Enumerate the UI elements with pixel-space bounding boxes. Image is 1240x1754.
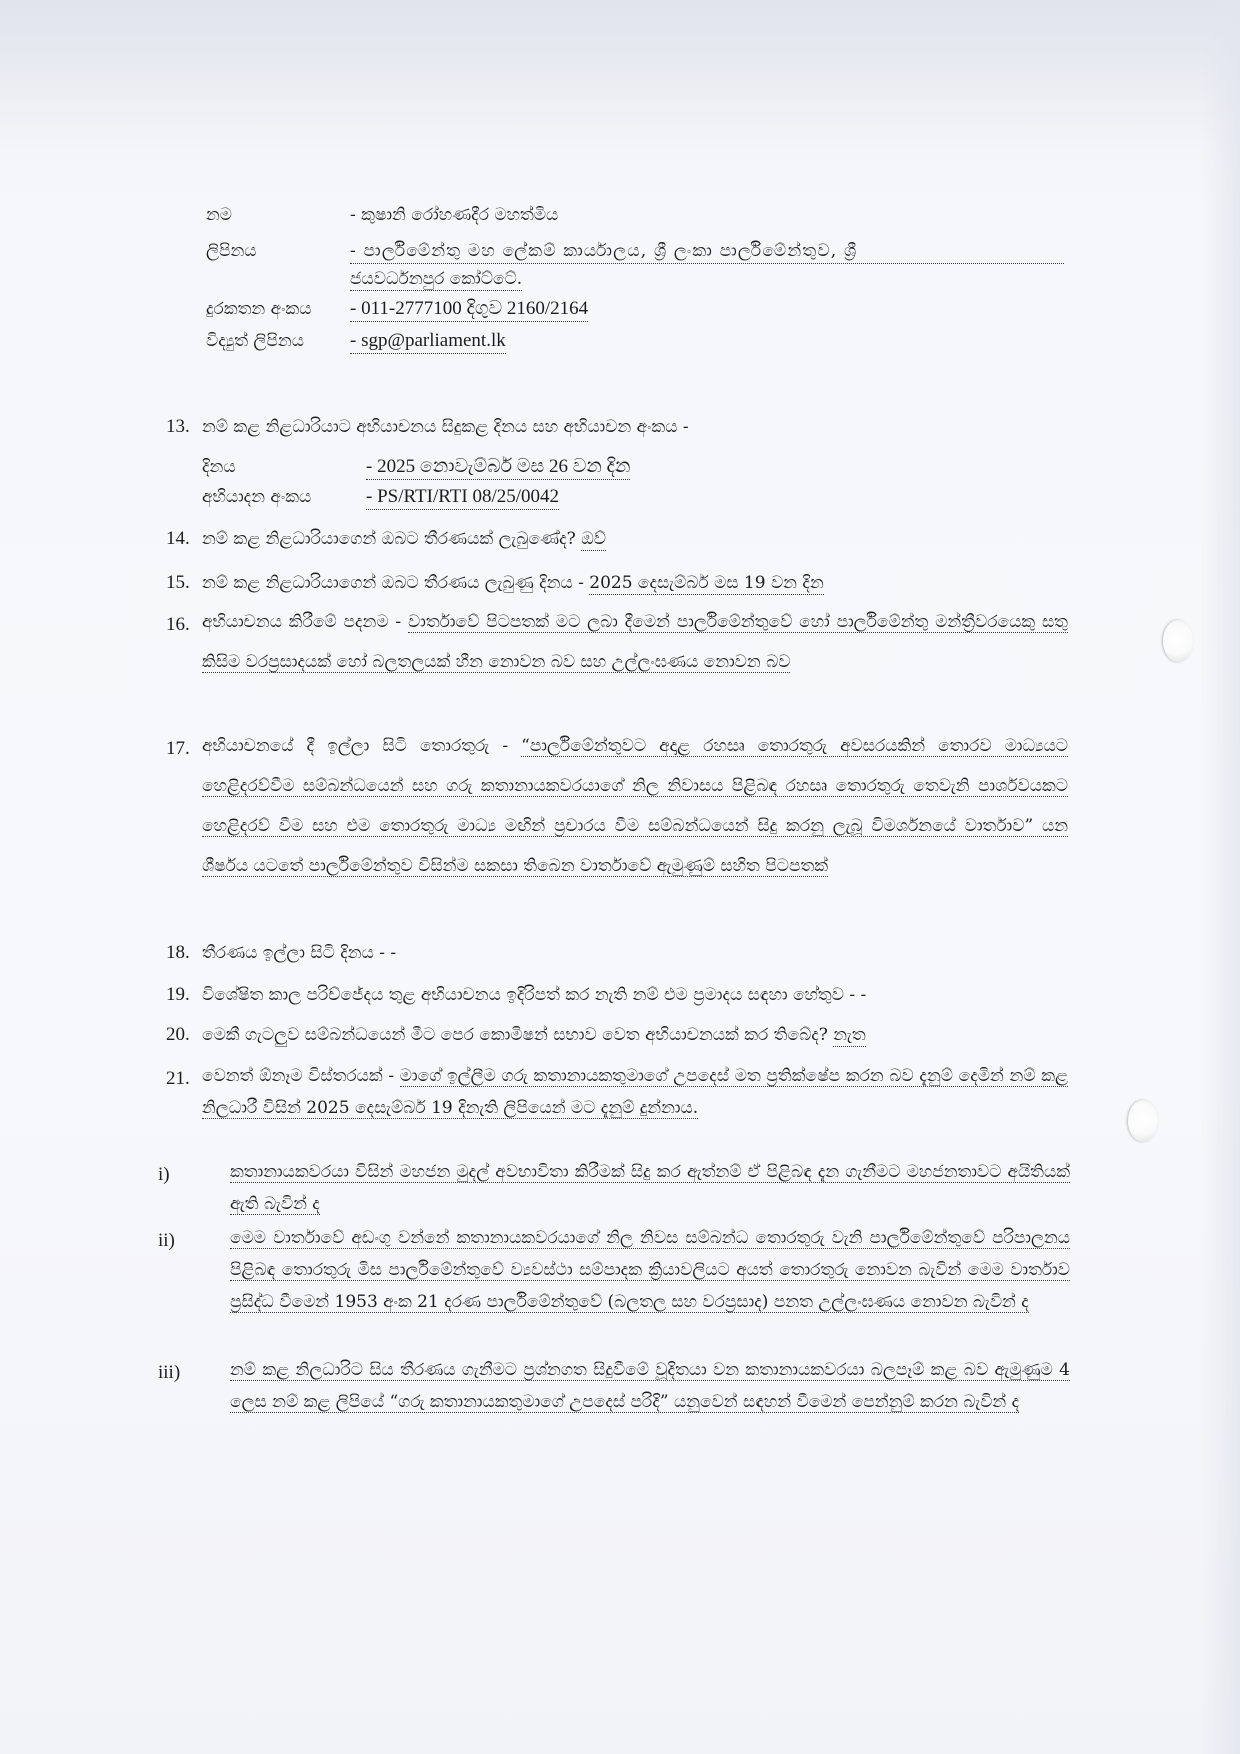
appeal-date-label: දිනය [202,457,236,477]
appeal-number-label: අභියාදන අංකය [202,487,312,507]
reason-iii-number: iii) [158,1362,181,1383]
item-17-answer: “පාර්ලිමේන්තුවට අදාළ රහසෘ තොරතුරු අවසරයකින් තොරව මාධ්‍යයට හෙළිදරව්වීම සම්බන්ධයෙන් සහ ගරු කතානායකවරයාගේ නිල නිවාසය පිළිබඳ රහසෘ තොරතුරු තෙවැනි පාර්ශවයකට හෙළිදරව් වීම සහ එම තොරතුරු මාධ්‍ය මඟින් ප්‍රචාරය වීම සම්බන්ධයෙන් සිදු කරනු ලැබූ විමර්ශනයේ වාර්තාව” යන ශීර්ෂය යටතේ පාර්ලිමේන්තුව විසින්ම සකසා තිබෙන වාර්තාවේ ඇමුණුම් සහිත පිටපතක් [202,736,1069,876]
address-value-line2: ජයවර්ධනපුර කෝට්ටේ. [350,269,523,289]
item-15-number: 15. [166,572,190,593]
item-16-text: අභියාචනය කිරීමේ පදනම - [202,612,402,632]
item-14-text: නම් කළ නිළධාරියාගෙන් ඔබට තීරණයක් ලැබුණේද? ඔව් [202,529,607,549]
item-16-answer: වාර්තාවේ පිටපතක් මට ලබා දීමෙන් පාර්ලිමේන්තුවේ හෝ පාර්ලිමේන්තු මන්ත්‍රීවරයෙකු සතු කිසිම වරප්‍රසාදයක් හෝ බලතලයක් හීන නොවන බව සහ උල්ලංඝණය නොවන බව [202,612,1068,672]
item-18-text: තීරණය ඉල්ලා සිටි දිනය - - [202,943,397,963]
phone-label: දුරකතන අංකය [206,299,312,319]
item-17-text: අභියාචනයේ දී ඉල්ලා සිටි තොරතුරු - [202,736,509,756]
item-16-number: 16. [166,614,190,635]
reason-iii-text: නම් කළ නිලධාරිට සිය තීරණය ගැනීමට ප්‍රශ්නගත සිදුවීමේ වූදිතයා වන කතානායකවරයා බලපෑම් කළ බව ඇමුණුම 4 ලෙස නම් කළ ලිපියේ “ගරු කතානායකතුමාගේ උපදෙස් පරිදි” යනුවෙන් සඳහන් වීමෙන් පෙන්නුම් කරන බැවින් ද [230,1360,1070,1412]
item-14-number: 14. [166,528,190,549]
punch-hole-bottom [1128,1100,1158,1142]
phone-value: - 011-2777100 දිගුව 2160/2164 [350,298,588,322]
item-21-answer: මාගේ ඉල්ලීම ගරු කතානායකතුමාගේ උපදෙස් මත ප්‍රතික්ෂේප කරන බව දැනුම් දෙමින් නම් කළ නිලධාරී විසින් 2025 දෙසැම්බර් 19 දිනැති ලිපියෙන් මට දැනුම් දුන්නාය. [202,1066,1068,1118]
item-14-answer: ඔව් [581,529,607,549]
item-21-body [202,1060,1068,1124]
reason-i-body [230,1156,1070,1220]
item-13-number: 13. [166,416,190,437]
item-17-body [202,726,1068,886]
item-21-number: 21. [166,1068,190,1089]
reason-i-number: i) [158,1164,170,1185]
item-19-number: 19. [166,984,190,1005]
item-20-answer: නැත [833,1025,866,1045]
punch-hole-top [1163,620,1193,662]
item-16-body [202,602,1068,682]
scan-shadow-right [1200,0,1240,1754]
name-value: - කුෂානි රෝහණදීර මහත්මිය [350,205,559,225]
scan-shadow-top [0,0,1240,150]
address-value-line1: - පාර්ලිමේන්තු මහ ලේකම් කාර්යාලය, ශ්‍රී ලංකා පාර්ලිමේන්තුව, ශ්‍රී [350,240,1064,264]
reason-iii-body [230,1354,1070,1418]
item-18-number: 18. [166,942,190,963]
appeal-number-value: - PS/RTI/RTI 08/25/0042 [366,486,559,510]
reason-ii-text: මෙම වාර්තාවේ අඩංගු වන්නේ කතානායකවරයාගේ නිල නිවස සම්බන්ධ තොරතුරු වැනි පාර්ලිමේන්තුවේ පරිපාලනය පිළිබඳ තොරතුරු මිස පාර්ලිමේන්තුවේ ව්‍යවස්ථා සම්පාදක ක්‍රියාවලියට අයත් තොරතුරු නොවන බැවින් මෙම වාර්තාව ප්‍රසිද්ධ වීමෙන් 1953 අංක 21 දරණ පාර්ලිමේන්තුවේ (බලතල සහ වරප්‍රසාද) පනත උල්ලංඝණය නොවන බැවින් ද [230,1228,1070,1312]
item-19-text: විශේෂිත කාල පරිච්ජේදය තුළ අභියාචනය ඉදිරිපත් කර නැති නම් එම ප්‍රමාදය සඳහා හේතුව - - [202,985,867,1005]
name-label: නම [206,205,233,225]
reason-ii-body [230,1222,1070,1318]
email-value: - sgp@parliament.lk [350,330,506,354]
reason-ii-number: ii) [158,1230,175,1251]
item-21-text: වෙනත් ඕනෑම විස්තරයක් - [202,1066,395,1086]
address-label: ලිපිනය [206,241,257,261]
contact-address-row2 [350,268,522,290]
email-label: විද්‍යුත් ලිපිනය [206,331,304,351]
reason-i-text: කතානායකවරයා විසින් මහජන මුදල් අවභාවිතා කිරීමක් සිදු කර ඇත්නම් ඒ පිළිබඳ දැන ගැනීමට මහජනතාවට අයිතියක් ඇති බැවින් ද [230,1162,1070,1214]
appeal-date-value: - 2025 නොවැම්බර් මස 26 වන දින [366,456,630,480]
item-15-answer: 2025 දෙසැම්බර් මස 19 වන දින [589,573,824,593]
item-17-number: 17. [166,738,190,759]
item-13-text: නම් කළ නිළධාරියාට අභියාචනය සිදුකළ දිනය සහ අභියාචන අංකය - [202,417,689,437]
item-20-number: 20. [166,1024,190,1045]
item-20-text: මෙකී ගැටලුව සම්බන්ධයෙන් මීට පෙර කොමිෂන් සභාව වෙත අභියාචනයක් කර තිබේද? නැත [202,1025,866,1045]
item-15-text: නම් කළ නිළධාරියාගෙන් ඔබට තීරණය ලැබුණු දිනය - 2025 දෙසැම්බර් මස 19 වන දින [202,573,824,593]
